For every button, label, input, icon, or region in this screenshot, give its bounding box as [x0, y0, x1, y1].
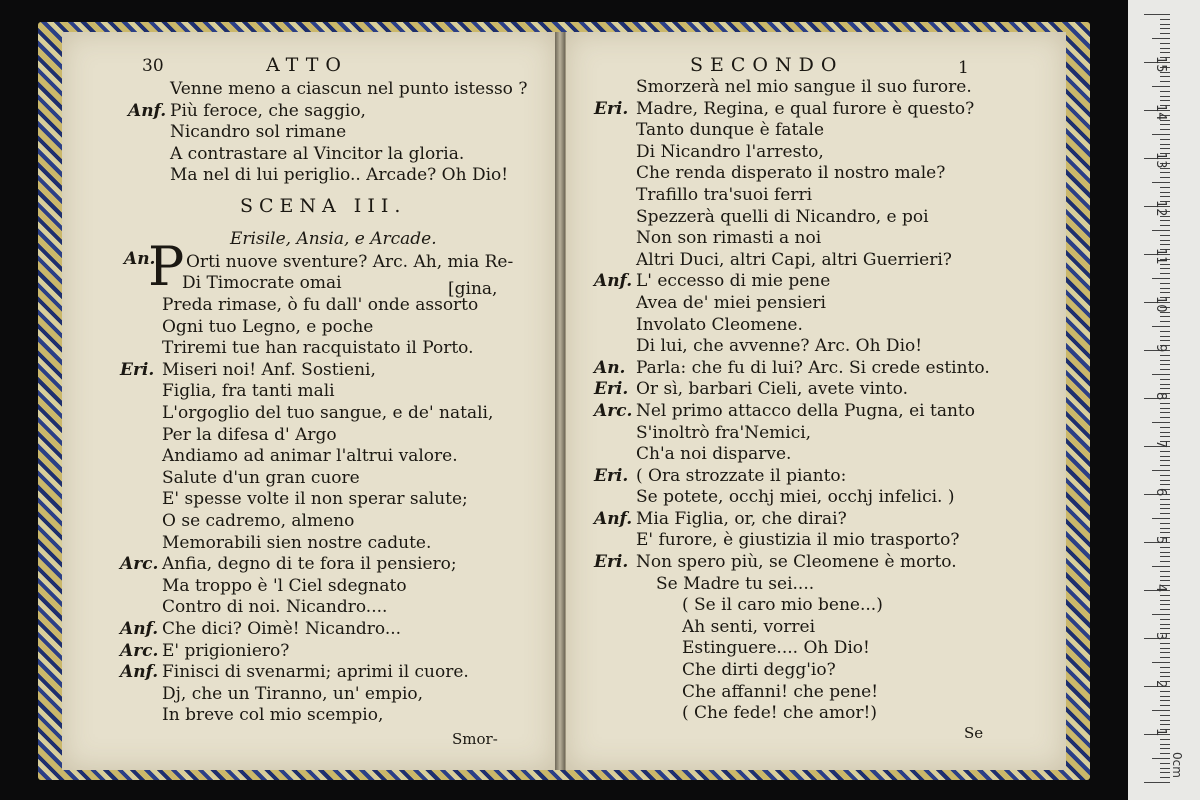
verse-line [120, 641, 493, 663]
left-top-verse [128, 79, 527, 187]
right-folio: 1 [958, 58, 969, 78]
verse-text: Tanto dunque è fatale [636, 120, 825, 141]
verse-line [594, 142, 990, 164]
ruler-tick [1152, 230, 1170, 231]
ruler-tick [1160, 528, 1170, 529]
verse-line [120, 684, 493, 706]
verse-text: Trafillo tra'suoi ferri [636, 184, 813, 205]
ruler-tick [1160, 676, 1170, 677]
verse-text: In breve col mio scempio, [162, 705, 384, 726]
ruler-tick [1160, 744, 1170, 745]
verse-line [594, 444, 990, 466]
ruler-tick [1160, 24, 1170, 25]
verse-text: ( Ora strozzate il pianto: [636, 465, 847, 486]
speaker-label: An. [124, 249, 156, 269]
ruler-tick [1160, 412, 1170, 413]
verse-line [594, 293, 990, 315]
verse-line [594, 595, 990, 617]
verse-line [594, 207, 990, 229]
verse-text: Contro di noi. Nicandro.... [162, 597, 388, 618]
ruler-tick [1160, 321, 1170, 322]
speaker-label: Arc. [594, 400, 633, 421]
ruler-tick [1160, 715, 1170, 716]
ruler-tick [1160, 753, 1170, 754]
ruler-tick [1160, 571, 1170, 572]
verse-text: Se Madre tu sei.... [656, 573, 815, 594]
verse-line [594, 466, 990, 488]
ruler-number: 2 [1153, 680, 1168, 689]
scene-title: SCENA III. [240, 195, 407, 217]
verse-line [120, 446, 493, 468]
verse-text: Non spero più, se Cleomene è morto. [636, 552, 957, 573]
verse-text: Andiamo ad animar l'altrui valore. [162, 446, 458, 467]
ruler-unit-label: 0cm [1170, 752, 1184, 778]
verse-line [120, 597, 493, 619]
verse-line [594, 487, 990, 509]
ruler-tick [1160, 408, 1170, 409]
ruler-tick [1160, 139, 1170, 140]
verse-line [594, 617, 990, 639]
ruler-tick [1160, 148, 1170, 149]
ruler-tick [1152, 182, 1170, 183]
ruler-tick [1160, 355, 1170, 356]
ruler-tick [1152, 86, 1170, 87]
verse-text: A contrastare al Vincitor la gloria. [170, 143, 465, 164]
verse-text: Dj, che un Tiranno, un' empio, [162, 683, 424, 704]
ruler-tick [1160, 235, 1170, 236]
ruler-tick [1160, 460, 1170, 461]
ruler-tick [1160, 369, 1170, 370]
verse-text: Anfia, degno di te fora il pensiero; [162, 554, 457, 575]
ruler-tick [1160, 379, 1170, 380]
ruler-number: 12 [1153, 200, 1168, 217]
ruler-tick [1160, 220, 1170, 221]
right-catchword: Se [964, 724, 984, 742]
ruler-tick [1160, 739, 1170, 740]
verse-text: Salute d'un gran cuore [162, 467, 360, 488]
left-running-head: ATTO [266, 54, 348, 76]
ruler-tick [1152, 470, 1170, 471]
verse-line [120, 381, 493, 403]
verse-text: L'orgoglio del tuo sangue, e de' natali, [162, 402, 494, 423]
verse-text: Figlia, fra tanti mali [162, 381, 335, 402]
speaker-label: Arc. [120, 640, 159, 661]
verse-line [594, 703, 990, 725]
verse-line [594, 336, 990, 358]
ruler-tick [1160, 667, 1170, 668]
speaker-label: Anf. [120, 662, 159, 683]
ruler-tick [1160, 604, 1170, 605]
verse-line [128, 165, 527, 187]
verse-text: S'inoltrò fra'Nemici, [636, 422, 812, 443]
ruler-tick [1160, 600, 1170, 601]
verse-text: Or sì, barbari Cieli, avete vinto. [636, 379, 909, 400]
verse-text: Più feroce, che saggio, [170, 100, 366, 121]
ruler-tick [1152, 614, 1170, 615]
ruler-tick [1152, 374, 1170, 375]
verse-text: Memorabili sien nostre cadute. [162, 532, 432, 553]
ruler-tick [1160, 364, 1170, 365]
ruler-tick [1152, 422, 1170, 423]
ruler-tick [1160, 172, 1170, 173]
verse-text: Ah senti, vorrei [682, 616, 816, 637]
ruler-tick [1160, 705, 1170, 706]
speaker-label: Eri. [120, 359, 155, 380]
verse-line [128, 101, 527, 123]
verse-text: L' eccesso di mie pene [636, 271, 831, 292]
ruler-number: 3 [1153, 632, 1168, 641]
left-body-verse [120, 295, 493, 727]
verse-text: Ma nel di lui periglio.. Arcade? Oh Dio! [170, 165, 509, 186]
ruler-tick [1160, 340, 1170, 341]
book-gutter [555, 32, 565, 770]
verse-line [120, 533, 493, 555]
verse-line [120, 468, 493, 490]
ruler-tick [1160, 28, 1170, 29]
ruler-tick [1160, 240, 1170, 241]
ruler-number: 10 [1153, 296, 1168, 313]
drop-line-2-tail: [gina, [448, 279, 498, 299]
ruler-tick [1160, 144, 1170, 145]
speaker-label: Anf. [128, 100, 167, 121]
verse-text: Che affanni! che pene! [682, 681, 879, 702]
ruler-number: 8 [1153, 392, 1168, 401]
ruler-tick [1160, 480, 1170, 481]
ruler-tick [1160, 484, 1170, 485]
ruler-tick [1160, 777, 1170, 778]
verse-line [594, 228, 990, 250]
verse-text: Che dici? Oimè! Nicandro... [162, 618, 402, 639]
ruler-tick [1160, 624, 1170, 625]
ruler-tick [1160, 451, 1170, 452]
verse-text: Estinguere.... Oh Dio! [682, 638, 870, 659]
ruler-tick [1160, 91, 1170, 92]
speaker-label: Arc. [120, 554, 159, 575]
ruler-tick [1160, 288, 1170, 289]
verse-line [594, 163, 990, 185]
ruler-tick [1160, 508, 1170, 509]
verse-line [128, 79, 527, 101]
verse-text: Finisci di svenarmi; aprimi il cuore. [162, 662, 469, 683]
ruler-tick [1160, 336, 1170, 337]
ruler-tick [1160, 48, 1170, 49]
speaker-label: An. [594, 357, 626, 378]
ruler-tick [1160, 768, 1170, 769]
verse-text: ( Che fede! che amor!) [682, 703, 878, 724]
speaker-label: Eri. [594, 552, 629, 573]
ruler-tick [1160, 388, 1170, 389]
ruler-tick [1160, 580, 1170, 581]
verse-line [120, 489, 493, 511]
ruler-tick [1160, 129, 1170, 130]
ruler-number: 13 [1153, 152, 1168, 169]
ruler-tick [1160, 763, 1170, 764]
ruler-tick [1160, 403, 1170, 404]
measuring-ruler [1128, 0, 1200, 800]
ruler-tick [1160, 432, 1170, 433]
ruler-tick [1160, 436, 1170, 437]
speaker-label: Eri. [594, 465, 629, 486]
verse-line [594, 315, 990, 337]
ruler-tick [1160, 292, 1170, 293]
drop-line-2: Di Timocrate omai [182, 273, 342, 293]
ruler-tick [1160, 720, 1170, 721]
ruler-tick [1160, 552, 1170, 553]
ruler-tick [1160, 523, 1170, 524]
speaker-label: Anf. [594, 508, 633, 529]
verse-text: E' spesse volte il non sperar salute; [162, 489, 468, 510]
verse-text: Che dirti degg'io? [682, 660, 836, 681]
speaker-label: Anf. [594, 271, 633, 292]
ruler-number: 1 [1153, 728, 1168, 737]
ruler-tick [1160, 384, 1170, 385]
verse-text: Spezzerà quelli di Nicandro, e poi [636, 206, 929, 227]
ruler-tick [1160, 657, 1170, 658]
verse-text: Smorzerà nel mio sangue il suo furore. [636, 77, 972, 97]
ruler-tick [1160, 76, 1170, 77]
ruler-tick [1160, 561, 1170, 562]
ruler-tick [1160, 691, 1170, 692]
verse-text: ( Se il caro mio bene...) [682, 595, 883, 616]
verse-text: Ch'a noi disparve. [636, 444, 792, 465]
verse-line [120, 511, 493, 533]
verse-line [120, 705, 493, 727]
ruler-tick [1160, 748, 1170, 749]
verse-line [594, 120, 990, 142]
verse-line [594, 638, 990, 660]
verse-text: Involato Cleomene. [636, 314, 803, 335]
verse-text: Miseri noi! Anf. Sostieni, [162, 359, 376, 380]
left-catchword: Smor- [452, 730, 498, 748]
ruler-tick [1160, 225, 1170, 226]
ruler-tick [1160, 244, 1170, 245]
ruler-tick [1160, 81, 1170, 82]
ruler-tick [1160, 124, 1170, 125]
verse-text: Madre, Regina, e qual furore è questo? [636, 98, 975, 119]
ruler-tick [1160, 672, 1170, 673]
ruler-tick [1160, 177, 1170, 178]
ruler-tick [1160, 475, 1170, 476]
verse-line [120, 295, 493, 317]
drop-cap: P [148, 235, 185, 298]
ruler-tick [1160, 696, 1170, 697]
ruler-tick [1152, 710, 1170, 711]
verse-text: Se potete, occhj miei, occhj infelici. ) [636, 487, 955, 508]
verse-line [594, 77, 990, 99]
verse-line [594, 250, 990, 272]
ruler-tick [1152, 134, 1170, 135]
ruler-tick [1160, 19, 1170, 20]
ruler-tick [1160, 417, 1170, 418]
verse-line [128, 144, 527, 166]
verse-line [128, 122, 527, 144]
ruler-tick [1152, 758, 1170, 759]
verse-line [594, 99, 990, 121]
ruler-tick [1160, 43, 1170, 44]
verse-line [120, 576, 493, 598]
verse-text: Non son rimasti a noi [636, 228, 822, 249]
ruler-number: 9 [1153, 344, 1168, 353]
ruler-tick [1160, 316, 1170, 317]
ruler-tick [1160, 360, 1170, 361]
ruler-tick [1160, 331, 1170, 332]
verse-line [594, 552, 990, 574]
ruler-tick [1160, 268, 1170, 269]
left-folio: 30 [142, 56, 164, 76]
verse-line [594, 682, 990, 704]
verse-text: Che renda disperato il nostro male? [636, 163, 946, 184]
verse-text: Preda rimase, ò fu dall' onde assorto [162, 295, 479, 315]
ruler-tick [1160, 33, 1170, 34]
verse-line [120, 662, 493, 684]
speaker-label: Eri. [594, 98, 629, 119]
verse-text: Ma troppo è 'l Ciel sdegnato [162, 575, 407, 596]
ruler-tick [1152, 518, 1170, 519]
ruler-tick [1160, 499, 1170, 500]
verse-text: Nicandro sol rimane [170, 122, 347, 143]
right-body-verse [594, 77, 990, 725]
verse-line [120, 425, 493, 447]
verse-line [594, 574, 990, 596]
verse-text: Nel primo attacco della Pugna, ei tanto [636, 400, 975, 421]
ruler-tick [1160, 628, 1170, 629]
verse-text: Parla: che fu di lui? Arc. Si crede estinto. [636, 357, 990, 378]
ruler-tick [1160, 100, 1170, 101]
verse-text: Avea de' miei pensieri [636, 292, 826, 313]
ruler-tick [1160, 556, 1170, 557]
verse-text: Di Nicandro l'arresto, [636, 141, 824, 162]
ruler-tick [1152, 662, 1170, 663]
ruler-tick [1160, 52, 1170, 53]
verse-line [594, 401, 990, 423]
verse-text: Mia Figlia, or, che dirai? [636, 508, 847, 529]
ruler-tick [1160, 652, 1170, 653]
ruler-number: 7 [1153, 440, 1168, 449]
verse-text: Di lui, che avvenne? Arc. Oh Dio! [636, 336, 923, 357]
ruler-tick [1160, 576, 1170, 577]
verse-line [594, 271, 990, 293]
verse-text: E' furore, è giustizia il mio trasporto? [636, 530, 960, 551]
verse-line [120, 554, 493, 576]
verse-text: E' prigioniero? [162, 640, 290, 661]
ruler-tick [1160, 724, 1170, 725]
ruler-tick [1160, 619, 1170, 620]
ruler-tick [1160, 700, 1170, 701]
ruler-tick [1160, 192, 1170, 193]
speaker-label: Eri. [594, 379, 629, 400]
ruler-number: 11 [1153, 248, 1168, 265]
ruler-tick [1160, 196, 1170, 197]
verse-line [594, 185, 990, 207]
verse-line [120, 403, 493, 425]
ruler-tick [1160, 273, 1170, 274]
verse-line [594, 379, 990, 401]
verse-text: O se cadremo, almeno [162, 510, 355, 531]
ruler-tick [1160, 772, 1170, 773]
right-running-head: SECONDO [690, 54, 844, 76]
ruler-tick [1152, 38, 1170, 39]
ruler-tick [1160, 283, 1170, 284]
ruler-number: 5 [1153, 536, 1168, 545]
ruler-tick [1160, 643, 1170, 644]
ruler-tick [1160, 648, 1170, 649]
ruler-tick [1152, 278, 1170, 279]
ruler-tick [1144, 14, 1170, 15]
ruler-number: 6 [1153, 488, 1168, 497]
ruler-number: 4 [1153, 584, 1168, 593]
verse-line [594, 423, 990, 445]
ruler-tick [1160, 513, 1170, 514]
verse-line [120, 338, 493, 360]
ruler-tick [1152, 326, 1170, 327]
drop-line-1: Orti nuove sventure? Arc. Ah, mia Re- [186, 252, 514, 272]
verse-line [120, 317, 493, 339]
scene-characters: Erisile, Ansia, e Arcade. [230, 229, 437, 249]
verse-text: Altri Duci, altri Capi, altri Guerrieri? [636, 249, 952, 270]
ruler-tick [1160, 427, 1170, 428]
ruler-tick [1160, 456, 1170, 457]
ruler-number: 14 [1153, 104, 1168, 121]
verse-line [594, 660, 990, 682]
ruler-tick [1160, 547, 1170, 548]
ruler-tick [1152, 566, 1170, 567]
verse-line [594, 509, 990, 531]
ruler-tick [1160, 609, 1170, 610]
verse-line [594, 530, 990, 552]
verse-text: Ogni tuo Legno, e poche [162, 316, 374, 337]
ruler-number: 15 [1153, 56, 1168, 73]
ruler-tick [1160, 187, 1170, 188]
verse-text: Triremi tue han racquistato il Porto. [162, 338, 474, 359]
verse-line [120, 619, 493, 641]
ruler-tick [1160, 595, 1170, 596]
verse-line [120, 360, 493, 382]
verse-line [594, 358, 990, 380]
verse-text: Per la difesa d' Argo [162, 424, 337, 445]
ruler-tick [1160, 532, 1170, 533]
verse-text: Venne meno a ciascun nel punto istesso ? [170, 79, 528, 99]
ruler-tick [1144, 782, 1170, 783]
ruler-tick [1160, 504, 1170, 505]
ruler-tick [1160, 96, 1170, 97]
speaker-label: Anf. [120, 618, 159, 639]
ruler-tick [1160, 465, 1170, 466]
